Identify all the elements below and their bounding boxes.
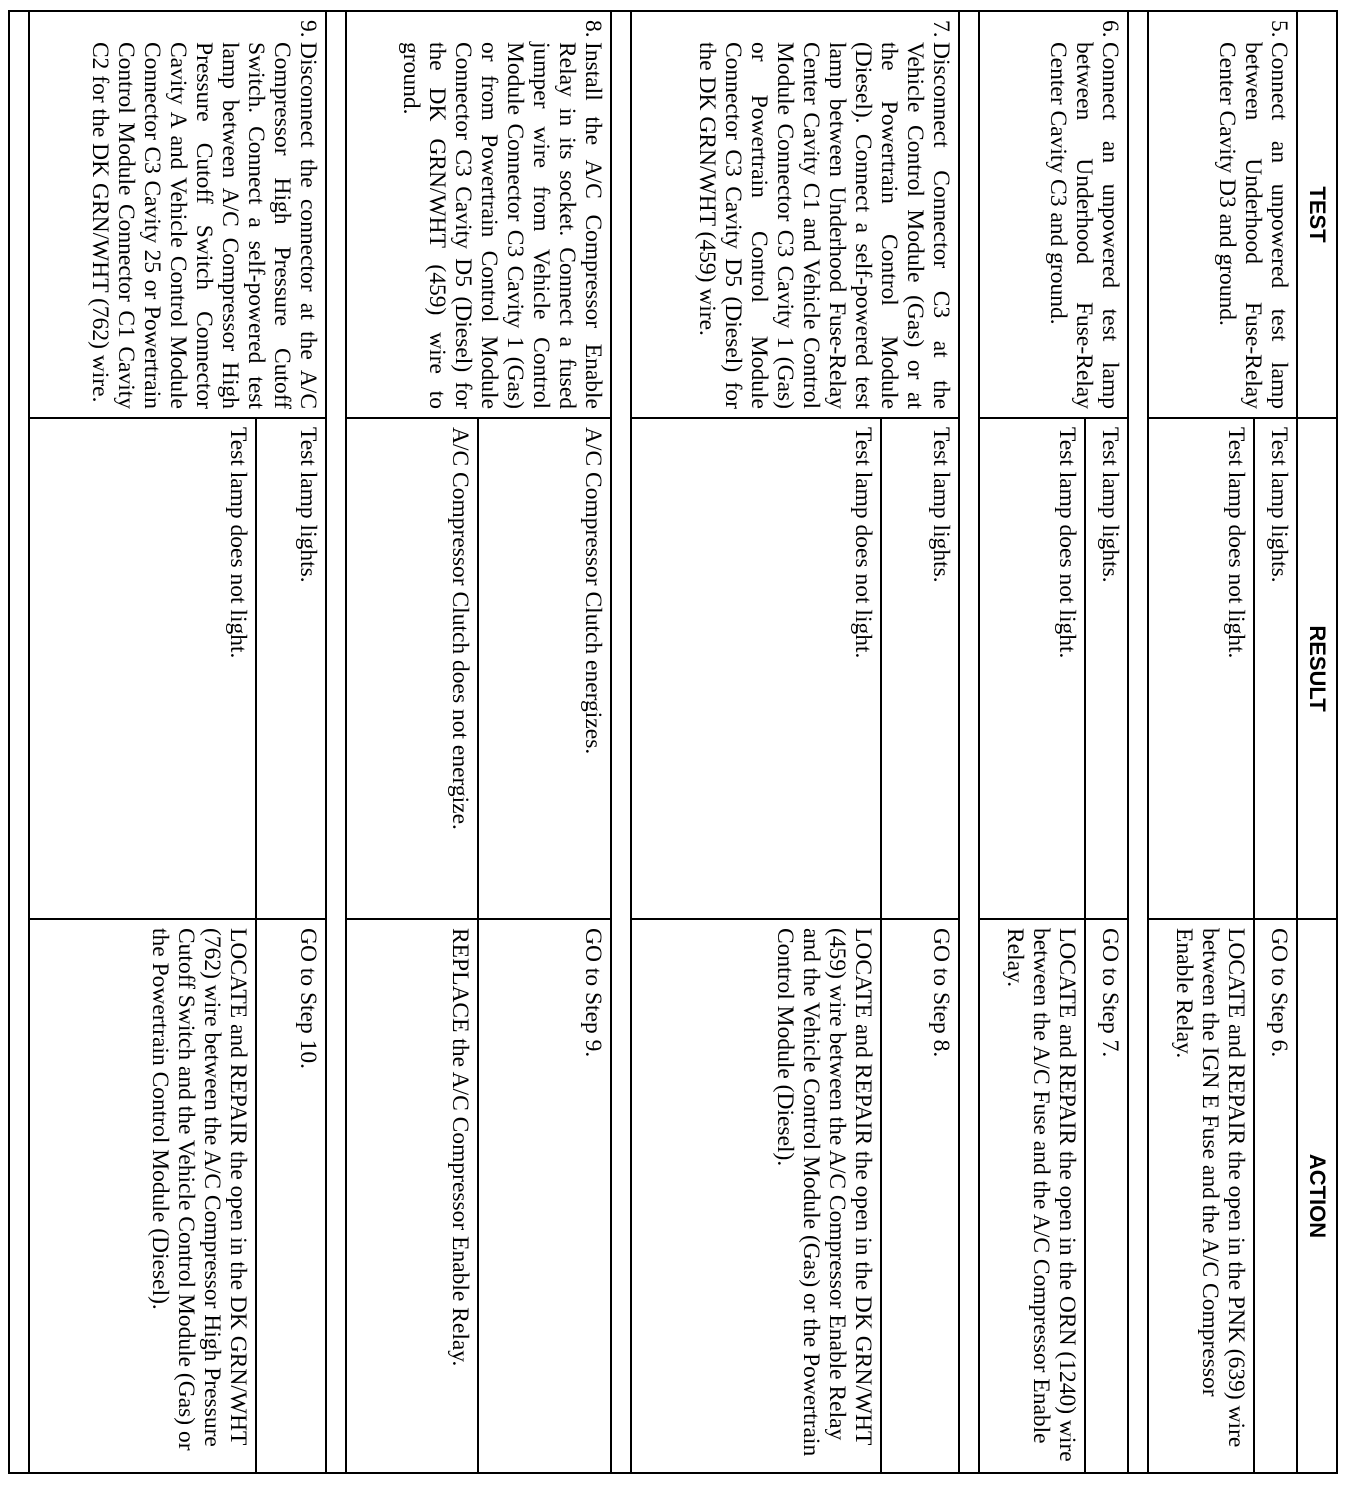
step-6-result-2: Test lamp does not light. xyxy=(979,418,1085,919)
step-9-action-2: LOCATE and REPAIR the open in the DK GRN/WHT (762) wire between the A/C Compressor High Pressure Cutoff Switch and the Vehicle Control Module (Gas) or the Powertrain Control Module (Diesel). xyxy=(29,919,256,1473)
step-5-result-2: Test lamp does not light. xyxy=(1148,418,1254,919)
step-8-number: 8. xyxy=(579,20,606,38)
step-8-result-1: A/C Compressor Clutch energizes. xyxy=(478,418,610,919)
step-5-test xyxy=(1148,11,1297,418)
step-9-row-a xyxy=(256,11,326,1473)
step-5-result-1: Test lamp lights. xyxy=(1254,418,1297,919)
step-8-test-text: Install the A/C Compressor Enable Relay in its socket. Connect a fused jumper wire from Vehicle Control Module Connector C3 Cavity 1 (Gas) or from Powertrain Control Module Connector C3 Cavity D5 (Diesel) for the DK GRN/WHT (459) wire to ground. xyxy=(397,42,606,409)
step-8-action-1: GO to Step 9. xyxy=(478,919,610,1473)
header-row xyxy=(1297,11,1337,1473)
step-7-action-2: LOCATE and REPAIR the open in the DK GRN/WHT (459) wire between the A/C Compressor Enable Relay and the Vehicle Control Module (Gas) or the Powertrain Control Module (Diesel). xyxy=(631,919,882,1473)
step-8-result-2: A/C Compressor Clutch does not energize. xyxy=(346,418,478,919)
step-7-row-a xyxy=(881,11,959,1473)
spacer-row xyxy=(9,11,29,1473)
step-5-number: 5. xyxy=(1266,20,1292,38)
step-6-result-1: Test lamp lights. xyxy=(1085,418,1128,919)
step-8-row-a xyxy=(478,11,610,1473)
spacer-row xyxy=(611,11,631,1473)
step-5-test-text: Connect an unpowered test lamp between Underhood Fuse-Relay Center Cavity D3 and ground. xyxy=(1214,42,1292,409)
header-action: ACTION xyxy=(1297,919,1337,1473)
step-7-result-2: Test lamp does not light. xyxy=(631,418,882,919)
step-6-action-2: LOCATE and REPAIR the open in the ORN (1240) wire between the A/C Fuse and the A/C Compressor Enable Relay. xyxy=(979,919,1085,1473)
header-test: TEST xyxy=(1297,11,1337,418)
step-5-row-a xyxy=(1254,11,1297,1473)
step-6-row-a xyxy=(1085,11,1128,1473)
spacer-row xyxy=(326,11,346,1473)
step-9-test xyxy=(29,11,326,418)
step-6-action-1: GO to Step 7. xyxy=(1085,919,1128,1473)
step-9-result-2: Test lamp does not light. xyxy=(29,418,256,919)
step-8-test xyxy=(346,11,611,418)
step-9-number: 9. xyxy=(294,20,321,38)
step-9-test-text: Disconnect the connector at the A/C Compressor High Pressure Cutoff Switch. Connect a self-powered test lamp between A/C Compressor High Pressure Cutoff Switch Connector Cavity A and Vehicle Control Module Connector C3 Cavity 25 or Powertrain Control Module Connector C1 Cavity C2 for the DK GRN/WHT (762) wire. xyxy=(86,42,321,409)
spacer-row xyxy=(959,11,979,1473)
step-6-number: 6. xyxy=(1097,20,1124,38)
header-result: RESULT xyxy=(1297,418,1337,919)
diagnostic-table xyxy=(8,10,1338,1474)
step-5-action-2: LOCATE and REPAIR the open in the PNK (639) wire between the IGN E Fuse and the A/C Compressor Enable Relay. xyxy=(1148,919,1254,1473)
step-7-action-1: GO to Step 8. xyxy=(881,919,959,1473)
step-6-test-text: Connect an unpowered test lamp between Underhood Fuse-Relay Center Cavity C3 and ground. xyxy=(1045,42,1124,409)
step-7-result-1: Test lamp lights. xyxy=(881,418,959,919)
step-7-test-text: Disconnect Connector C3 at the Vehicle Control Module (Gas) or at the Powertrain Control Module (Diesel). Connect a self-powered test lamp between Underhood Fuse-Relay Center Cavity C1 and Vehicle Control Module Connector C3 Cavity 1 (Gas) or Powertrain Control Module Connector C3 Cavity D5 (Diesel) for the DK GRN/WHT (459) wire. xyxy=(694,42,955,409)
step-5-action-1: GO to Step 6. xyxy=(1254,919,1297,1473)
step-7-number: 7. xyxy=(928,20,955,38)
spacer-row xyxy=(1128,11,1148,1473)
step-9-action-1: GO to Step 10. xyxy=(256,919,326,1473)
step-9-result-1: Test lamp lights. xyxy=(256,418,326,919)
step-8-action-2: REPLACE the A/C Compressor Enable Relay. xyxy=(346,919,478,1473)
step-7-test xyxy=(631,11,959,418)
step-6-test xyxy=(979,11,1128,418)
